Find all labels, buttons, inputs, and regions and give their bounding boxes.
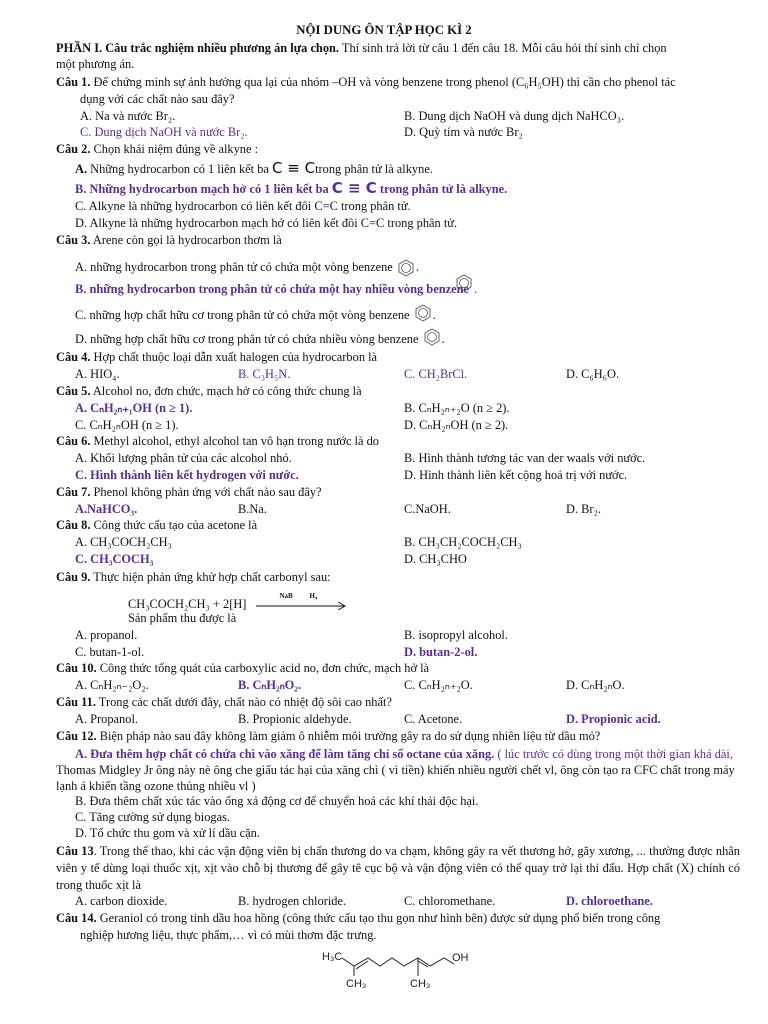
- question-number: Câu 7.: [56, 485, 91, 499]
- question-5-stem: [56, 385, 362, 397]
- question-4-stem: [56, 351, 377, 363]
- question-number: Câu 11.: [56, 695, 96, 709]
- reaction-product-text: Sản phẩm thu được là: [128, 611, 237, 625]
- q6-option-c: C. Hình thành liên kết hydrogen với nước.: [75, 468, 299, 482]
- geraniol-structure-diagram: [320, 944, 480, 994]
- q7-option-a: A.NaHCO₃.: [75, 502, 138, 516]
- q4-option-b: B. C₃H₅N.: [238, 367, 291, 381]
- benzene-ring-icon: [454, 273, 474, 293]
- option-text: D. những hợp chất hữu cơ trong phân tử có chứa nhiều vòng benzene: [75, 332, 419, 346]
- q3-option-c: [75, 309, 436, 323]
- q13-option-b: B. hydrogen chloride.: [238, 894, 347, 908]
- option-text: Những hydrocarbon có 1 liên kết ba: [87, 162, 272, 176]
- q13-option-c: C. chloromethane.: [404, 894, 496, 908]
- q7-option-d: D. Br₂.: [566, 502, 601, 516]
- question-text: Alcohol no, đơn chức, mạch hở có công thức chung là: [90, 384, 362, 398]
- q11-option-a: A. Propanol.: [75, 712, 138, 726]
- q3-option-a: [75, 258, 419, 278]
- q2-option-c: C. Alkyne là những hydrocarbon có liên kết đôi C=C trong phân tử.: [75, 199, 411, 213]
- q12-option-a: [56, 746, 742, 794]
- q10-option-b: B. CₙH₂ₙO₂.: [238, 678, 302, 692]
- question-9-stem: [56, 571, 331, 583]
- question-6-stem: [56, 435, 379, 447]
- arrow-label-reagent-suffix: H₄: [309, 592, 318, 600]
- punctuation: .: [474, 282, 478, 296]
- reactants: CH₃COCH₂CH₃ + 2[H]: [128, 597, 247, 611]
- question-number: Câu 9.: [56, 570, 91, 584]
- q6-option-d: D. Hình thành liên kết cộng hoá trị với nước.: [404, 468, 628, 482]
- question-text: . Trong thể thao, khi các vận động viên bị chấn thương do va chạm, không gây ra vết thương hở, gãy xương, ... thường được nhân viên y tế dùng loại thuốc xịt, xịt vào chỗ bị thương để gây tê cục bộ và vận động viên có thể quay trở lại thi đấu. Hợp chất (X) chính có trong thuốc xịt là: [56, 844, 740, 892]
- option-text: A. những hydrocarbon trong phân tử có chứa một vòng benzene: [75, 259, 393, 274]
- q3-option-d: [75, 333, 445, 347]
- question-1-stem-cont: dụng với các chất nào sau đây?: [80, 92, 235, 106]
- q2-option-a: [75, 161, 433, 176]
- punctuation: .: [441, 332, 445, 346]
- question-text: Methyl alcohol, ethyl alcohol tan vô hạn trong nước là do: [90, 434, 379, 448]
- question-10-stem: [56, 662, 429, 674]
- question-text: Phenol không phản ứng với chất nào sau đây?: [90, 485, 322, 499]
- question-number: Câu 14.: [56, 911, 97, 925]
- q9-option-a: A. propanol.: [75, 628, 138, 642]
- reaction-equation: [128, 592, 348, 611]
- question-13-stem: [56, 843, 740, 894]
- question-text: Geraniol có trong tinh dầu hoa hồng (công thức cấu tạo thu gọn như hình bên) được sử dụng phổ biến trong công: [96, 911, 661, 925]
- triple-bond-symbol: C ≡ C: [272, 159, 316, 177]
- q8-option-b: B. CH₃CH₂COCH₂CH₃: [404, 535, 522, 549]
- skeletal-bonds: [342, 958, 454, 976]
- question-8-stem: [56, 519, 257, 531]
- question-number: Câu 6.: [56, 434, 91, 448]
- q9-option-d: D. butan-2-ol.: [404, 645, 478, 659]
- page-title: NỘI DUNG ÔN TẬP HỌC KÌ 2: [296, 23, 472, 37]
- q1-option-a: A. Na và nước Br₂.: [80, 109, 176, 123]
- q10-option-a: A. CₙH₂ₙ₋₂O₂.: [75, 678, 149, 692]
- q2-option-b: [75, 181, 507, 196]
- question-number: Câu 3.: [56, 233, 91, 247]
- question-7-stem: [56, 486, 322, 498]
- q1-option-d: D. Quỳ tím và nước Br₂: [404, 125, 523, 139]
- q13-option-a: A. carbon dioxide.: [75, 894, 168, 908]
- arrow-icon: [256, 596, 348, 610]
- question-number: Câu 12.: [56, 729, 97, 743]
- benzene-ring-icon: [422, 327, 442, 347]
- question-2-stem: [56, 143, 258, 155]
- q6-option-b: B. Hình thành tương tác van der waals với nước.: [404, 451, 646, 465]
- q1-option-b: B. Dung dịch NaOH và dung dịch NaHCO₃.: [404, 109, 625, 123]
- q11-option-d: D. Propionic acid.: [566, 712, 661, 726]
- question-number: Câu 1.: [56, 75, 91, 89]
- q5-option-c: C. CₙH₂ₙOH (n ≥ 1).: [75, 418, 179, 432]
- question-14-stem-cont: nghiệp hương liệu, thực phẩm,… vì có mùi thơm đặc trưng.: [80, 928, 377, 942]
- label-ch3-right: CH₃: [410, 978, 431, 990]
- q8-option-a: A. CH₃COCH₂CH₃: [75, 535, 172, 549]
- label-h3c: H₃C: [322, 951, 343, 963]
- option-text: C. những hợp chất hữu cơ trong phân tử có chứa một vòng benzene: [75, 308, 410, 322]
- triple-bond-symbol: C ≡ C: [331, 179, 377, 197]
- q12-option-c: C. Tăng cường sử dụng biogas.: [75, 810, 231, 824]
- q11-option-b: B. Propionic aldehyde.: [238, 712, 352, 726]
- q9-option-b: B. isopropyl alcohol.: [404, 628, 508, 642]
- q7-option-c: C.NaOH.: [404, 502, 451, 516]
- question-text: Arene còn gọi là hydrocarbon thơm là: [90, 233, 282, 247]
- option-note: ( lúc trước có dùng trong một thời gian khá dài,: [494, 747, 733, 761]
- q4-option-c: C. CH₂BrCl.: [404, 367, 468, 381]
- option-text: trong phân tử là alkyne.: [376, 182, 508, 196]
- q6-option-a: A. Khối lượng phân tử của các alcohol nhỏ.: [75, 451, 292, 465]
- option-text: B. Những hydrocarbon mạch hở có 1 liên kết ba: [75, 182, 332, 196]
- question-text: Biện pháp nào sau đây không làm giảm ô nhiễm môi trường gây ra do sử dụng nhiên liệu từ dầu mỏ?: [96, 729, 601, 743]
- question-14-stem: [56, 912, 660, 924]
- question-text: Để chứng minh sự ảnh hưởng qua lại của nhóm –OH và vòng benzene trong phenol (C₆H₅OH) thì cần cho phenol tác: [90, 75, 676, 89]
- q2-option-d: D. Alkyne là những hydrocarbon mạch hở có liên kết đôi C=C trong phân tử.: [75, 216, 458, 230]
- part-instructions-cont: một phương án.: [56, 57, 135, 71]
- option-text: B. những hydrocarbon trong phân tử có chứa một hay nhiều vòng benzene: [75, 282, 469, 296]
- q8-option-c: C. CH₃COCH₃: [75, 552, 154, 566]
- question-number: Câu 4.: [56, 350, 91, 364]
- question-number: Câu 8.: [56, 518, 91, 532]
- arrow-label-reagent: NaB: [279, 592, 293, 600]
- benzene-ring-icon: [396, 258, 416, 278]
- part-heading: [56, 42, 667, 54]
- question-text: Trong các chất dưới đây, chất nào có nhiệt độ sôi cao nhất?: [95, 695, 392, 709]
- question-number: Câu 2.: [56, 142, 91, 156]
- question-1-stem: [56, 76, 676, 88]
- question-number: Câu 10.: [56, 661, 97, 675]
- q8-option-d: D. CH₃CHO: [404, 552, 467, 566]
- q5-option-a: A. CₙH₂ₙ₊₁OH (n ≥ 1).: [75, 401, 193, 415]
- q11-option-c: C. Acetone.: [404, 712, 463, 726]
- option-letter: A.: [75, 162, 88, 176]
- question-number: Câu 13: [56, 844, 94, 858]
- reaction-arrow: [256, 592, 348, 608]
- q12-option-d: D. Tổ chức thu gom và xử lí dầu cặn.: [75, 826, 260, 840]
- q5-option-b: B. CₙH₂ₙ₊₂O (n ≥ 2).: [404, 401, 510, 415]
- q3-option-b: [75, 283, 477, 295]
- question-text: Thực hiện phản ứng khử hợp chất carbonyl sau:: [90, 570, 331, 584]
- question-text: Công thức cấu tạo của acetone là: [90, 518, 258, 532]
- label-ch3-left: CH₃: [346, 978, 367, 990]
- question-11-stem: [56, 696, 392, 708]
- part-label: PHẦN I. Câu trắc nghiệm nhiều phương án lựa chọn.: [56, 41, 340, 55]
- q13-option-d: D. chloroethane.: [566, 894, 653, 908]
- q1-option-c: C. Dung dịch NaOH và nước Br₂.: [80, 125, 248, 139]
- question-text: Chọn khái niệm đúng về alkyne :: [90, 142, 259, 156]
- question-text: Hợp chất thuộc loại dẫn xuất halogen của hydrocarbon là: [90, 350, 378, 364]
- q5-option-d: D. CₙH₂ₙOH (n ≥ 2).: [404, 418, 509, 432]
- q10-option-c: C. CₙH₂ₙ₊₂O.: [404, 678, 473, 692]
- option-note-cont: Thomas Midgley Jr ông này nè ông che giấu tác hại của xăng chì ( vì tiền) khiến nhiều người chết vl, ông còn tạo ra CFC chất trong máy lạnh á khiến tầng ozone thủng nhiều vl ): [56, 763, 735, 793]
- part-instructions: Thí sinh trả lời từ câu 1 đến câu 18. Mỗi câu hỏi thí sinh chỉ chọn: [339, 41, 667, 55]
- q12-option-b: B. Đưa thêm chất xúc tác vào ống xả động cơ để chuyển hoá các khí thải độc hại.: [75, 794, 479, 808]
- question-3-stem: [56, 234, 282, 246]
- q9-option-c: C. butan-1-ol.: [75, 645, 145, 659]
- question-12-stem: [56, 730, 600, 742]
- q4-option-d: D. C₆H₆O.: [566, 367, 620, 381]
- punctuation: .: [415, 259, 420, 274]
- q10-option-d: D. CₙH₂ₙO.: [566, 678, 625, 692]
- question-text: Công thức tổng quát của carboxylic acid no, đơn chức, mạch hở là: [96, 661, 430, 675]
- option-text: trong phân tử là alkyne.: [315, 162, 433, 176]
- question-number: Câu 5.: [56, 384, 91, 398]
- q7-option-b: B.Na.: [238, 502, 267, 516]
- option-text: A. Đưa thêm hợp chất có chứa chì vào xăng để làm tăng chỉ số octane của xăng.: [75, 747, 495, 761]
- punctuation: .: [432, 308, 436, 322]
- label-oh: OH: [452, 952, 469, 964]
- benzene-ring-icon: [413, 303, 433, 323]
- q4-option-a: A. HIO₄.: [75, 367, 120, 381]
